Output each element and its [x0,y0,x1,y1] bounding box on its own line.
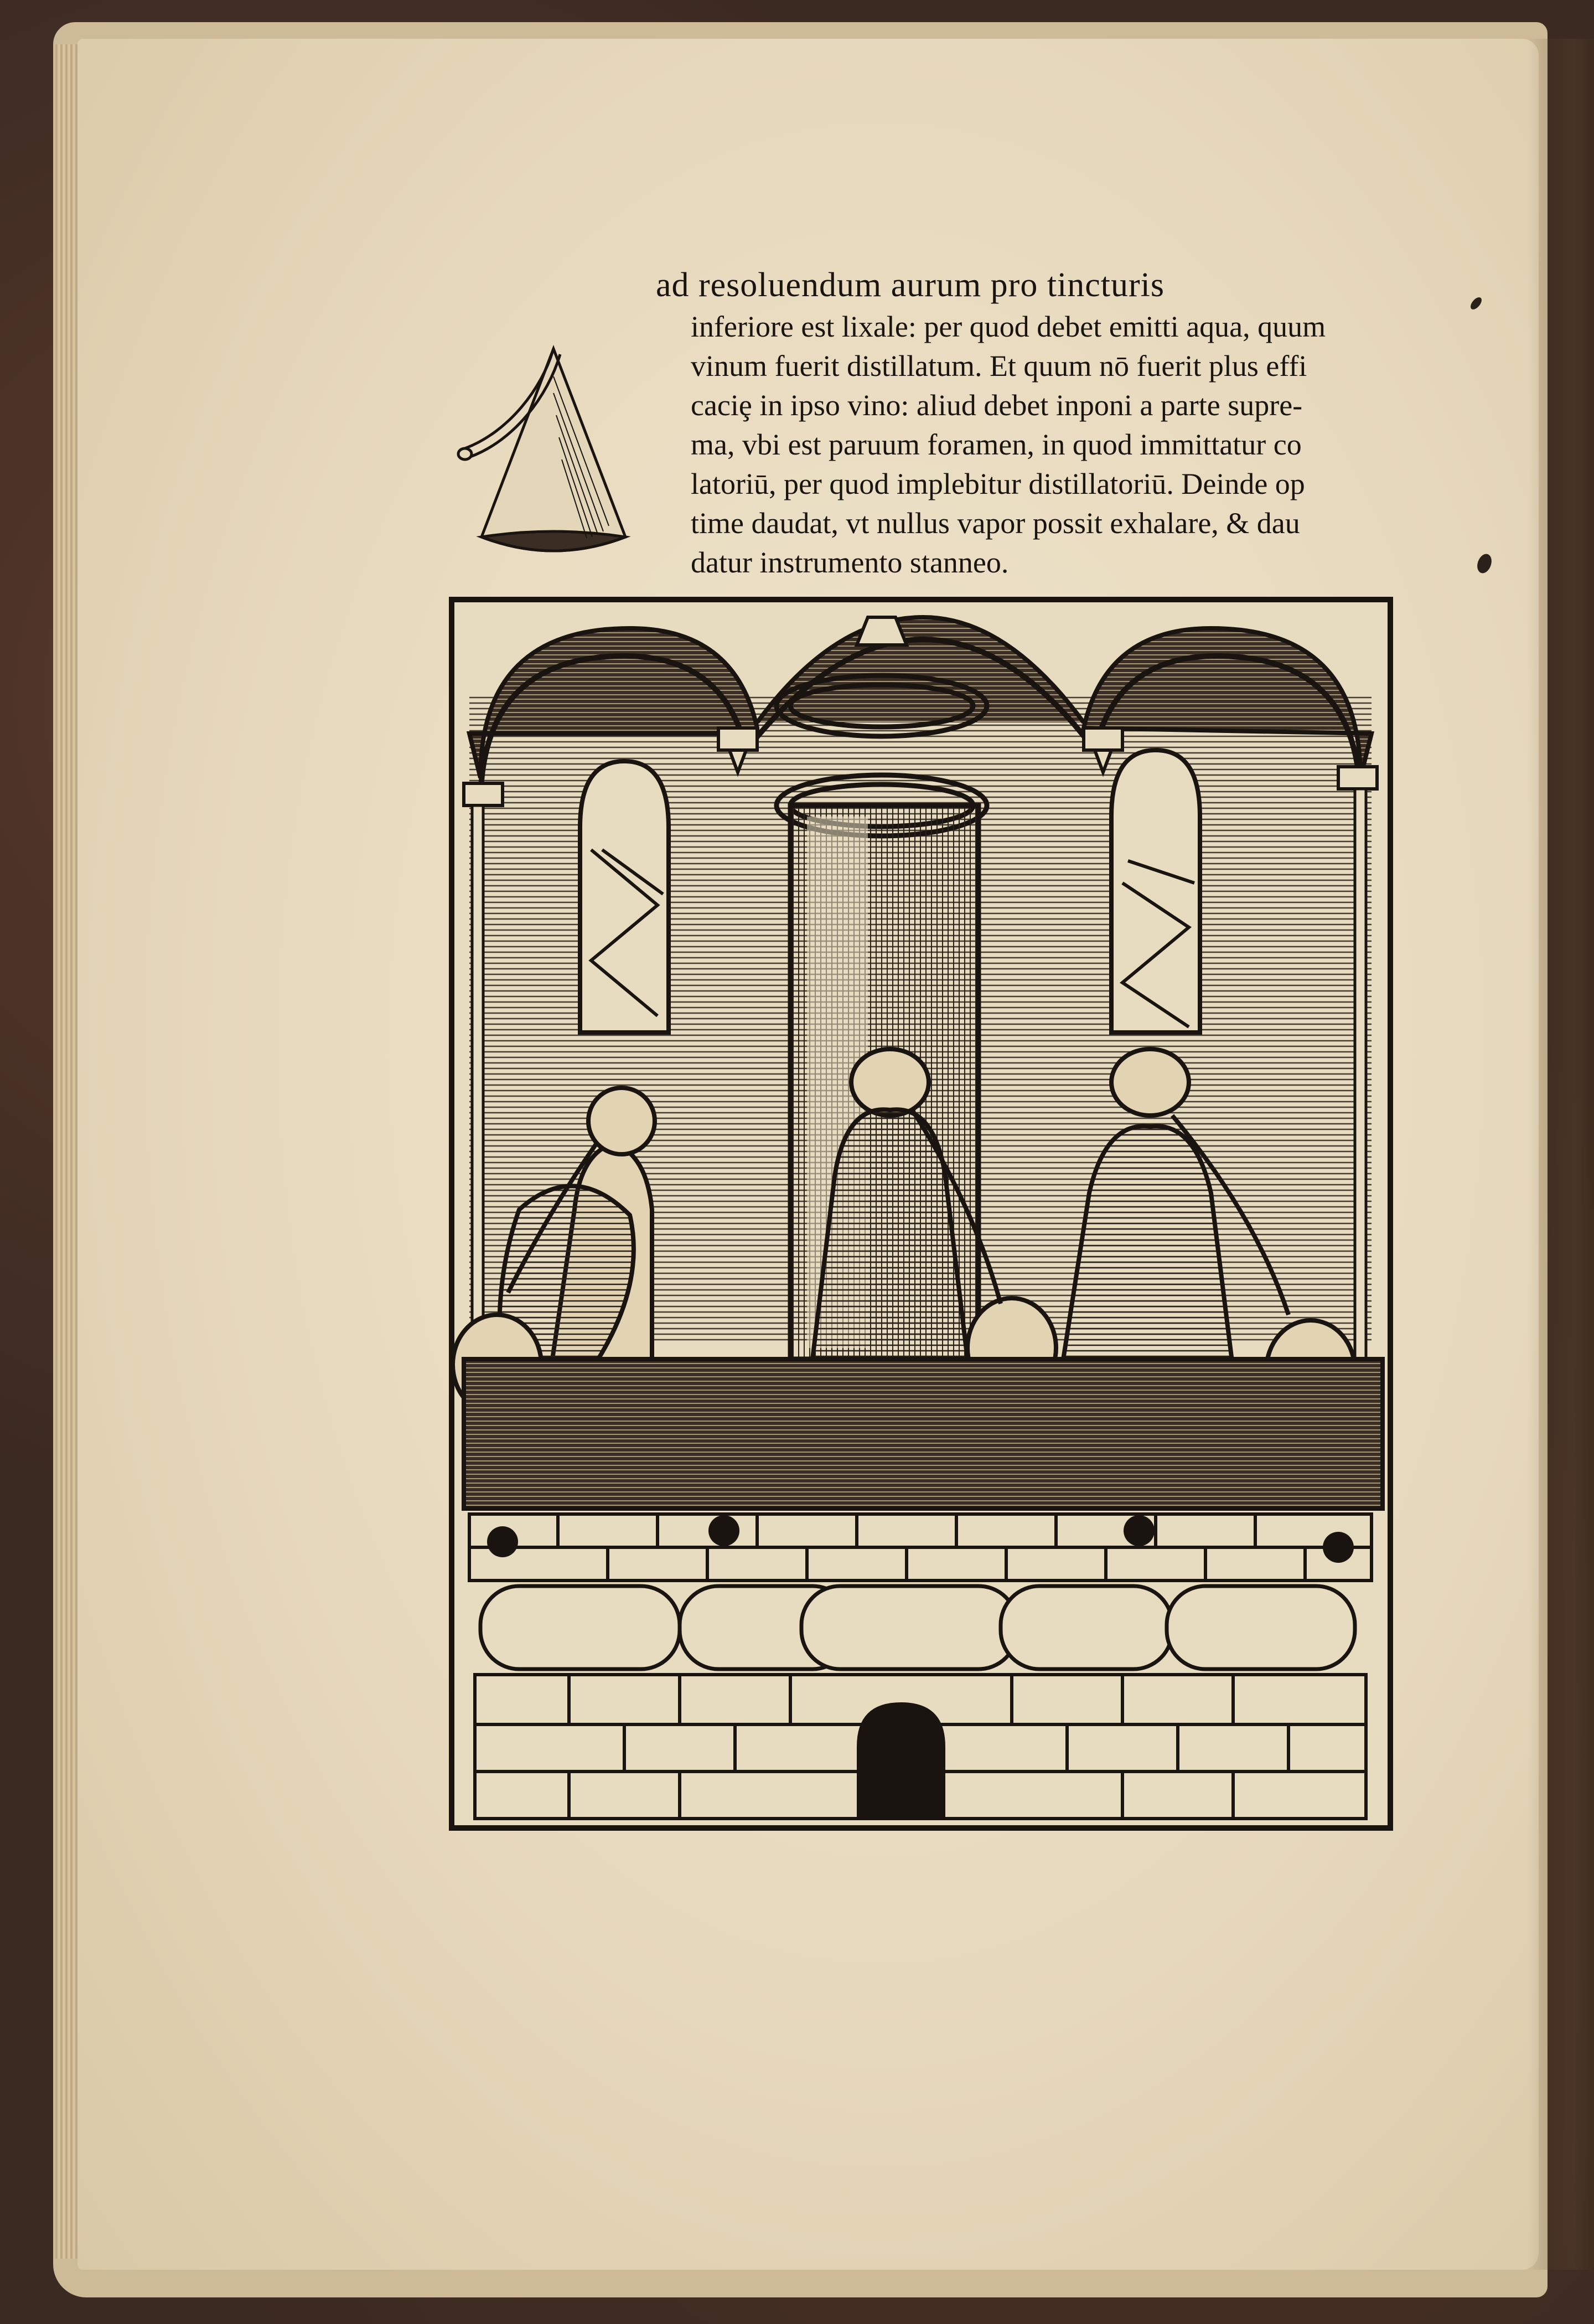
text-line: latoriū, per quod implebitur distillatoriū. Deinde op [691,467,1305,500]
text-line: vinum fuerit distillatum. Et quum nō fuerit plus effi [691,349,1307,383]
body-text [691,307,1421,582]
running-head: ad resoluendum aurum pro tincturis [656,266,1165,304]
text-line: time daudat, vt nullus vapor possit exhalare, & dau [691,507,1300,540]
text-line: datur instrumento stanneo. [691,546,1009,579]
text-line: caciȩ in ipso vino: aliud debet inponi a parte supre- [691,389,1303,422]
text-line: inferiore est lixale: per quod debet emitti aqua, quum [691,310,1326,343]
page-gutter-shadow [1528,39,1594,2270]
text-line: ma, vbi est paruum foramen, in quod immittatur co [691,428,1302,461]
woodcut-illustration [447,595,1395,1832]
funnel-cone-icon [443,343,664,581]
